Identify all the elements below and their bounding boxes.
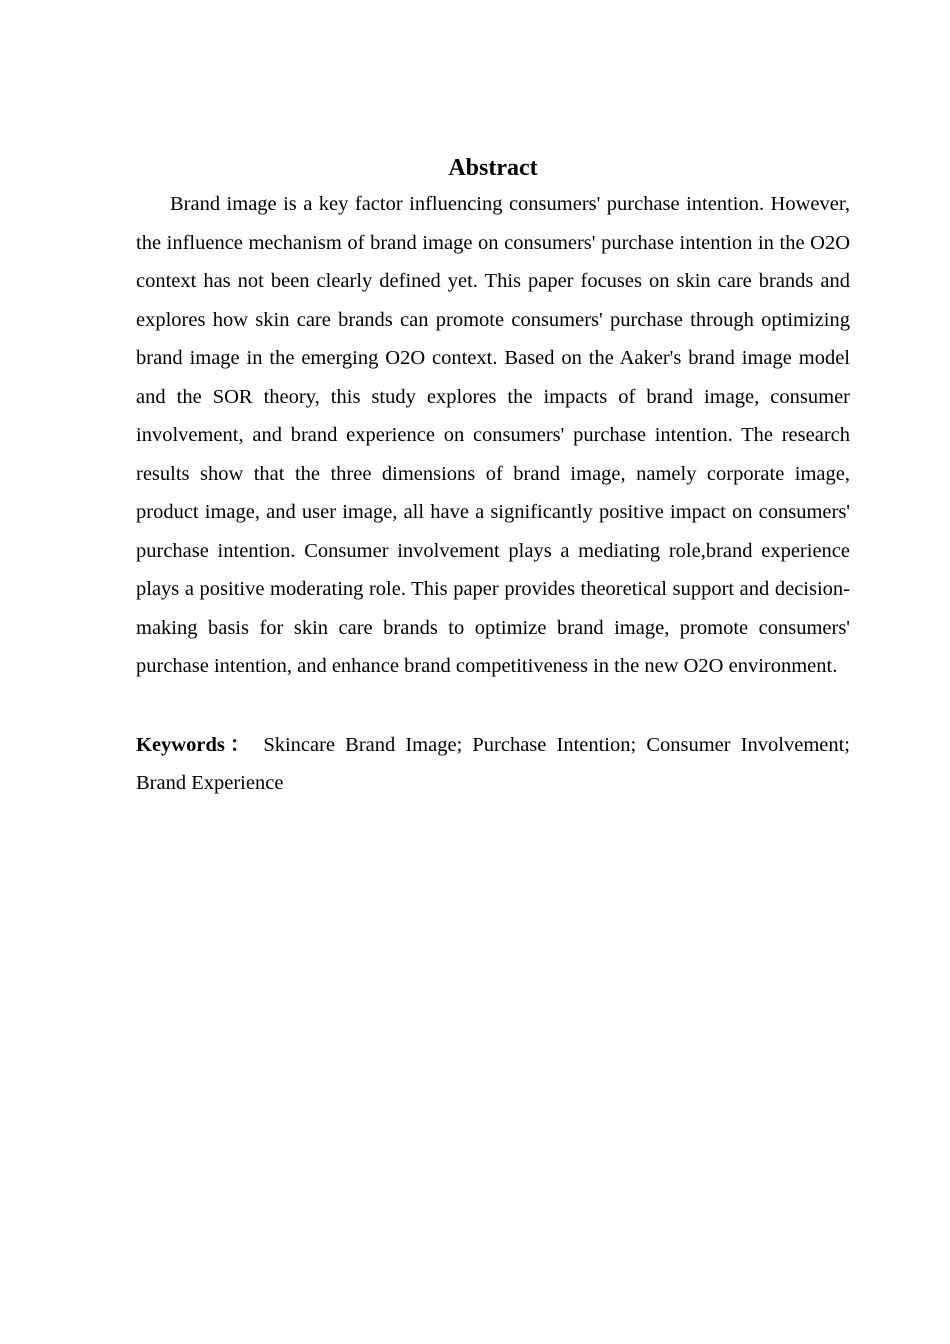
keywords-text: Skincare Brand Image; Purchase Intention; Consumer Involvement; Brand Experience (136, 733, 851, 794)
keywords-separator: ： (224, 733, 256, 756)
abstract-body: Brand image is a key factor influencing consumers' purchase intention. However, the influence mechanism of brand image on consumers' purchase intention in the O2O context has not been clearly defined yet. This paper focuses on skin care brands and explores how skin care brands can promote consumers' purchase through optimizing brand image in the emerging O2O context. Based on the Aaker's brand image model and the SOR theory, this study explores the impacts of brand image, consumer involvement, and brand experience on consumers' purchase intention. The research results show that the three dimensions of brand image, namely corporate image, product image, and user image, all have a significantly positive impact on consumers' purchase intention. Consumer involvement plays a mediating role,brand experience plays a positive moderating role. This paper provides theoretical support and decision-making basis for skin care brands to optimize brand image, promote consumers' purchase intention, and enhance brand competitiveness in the new O2O environment. (136, 193, 850, 677)
abstract-title: Abstract (448, 155, 538, 181)
keywords-line (136, 726, 850, 803)
keywords-label: Keywords (136, 733, 225, 756)
abstract-page (136, 150, 850, 803)
